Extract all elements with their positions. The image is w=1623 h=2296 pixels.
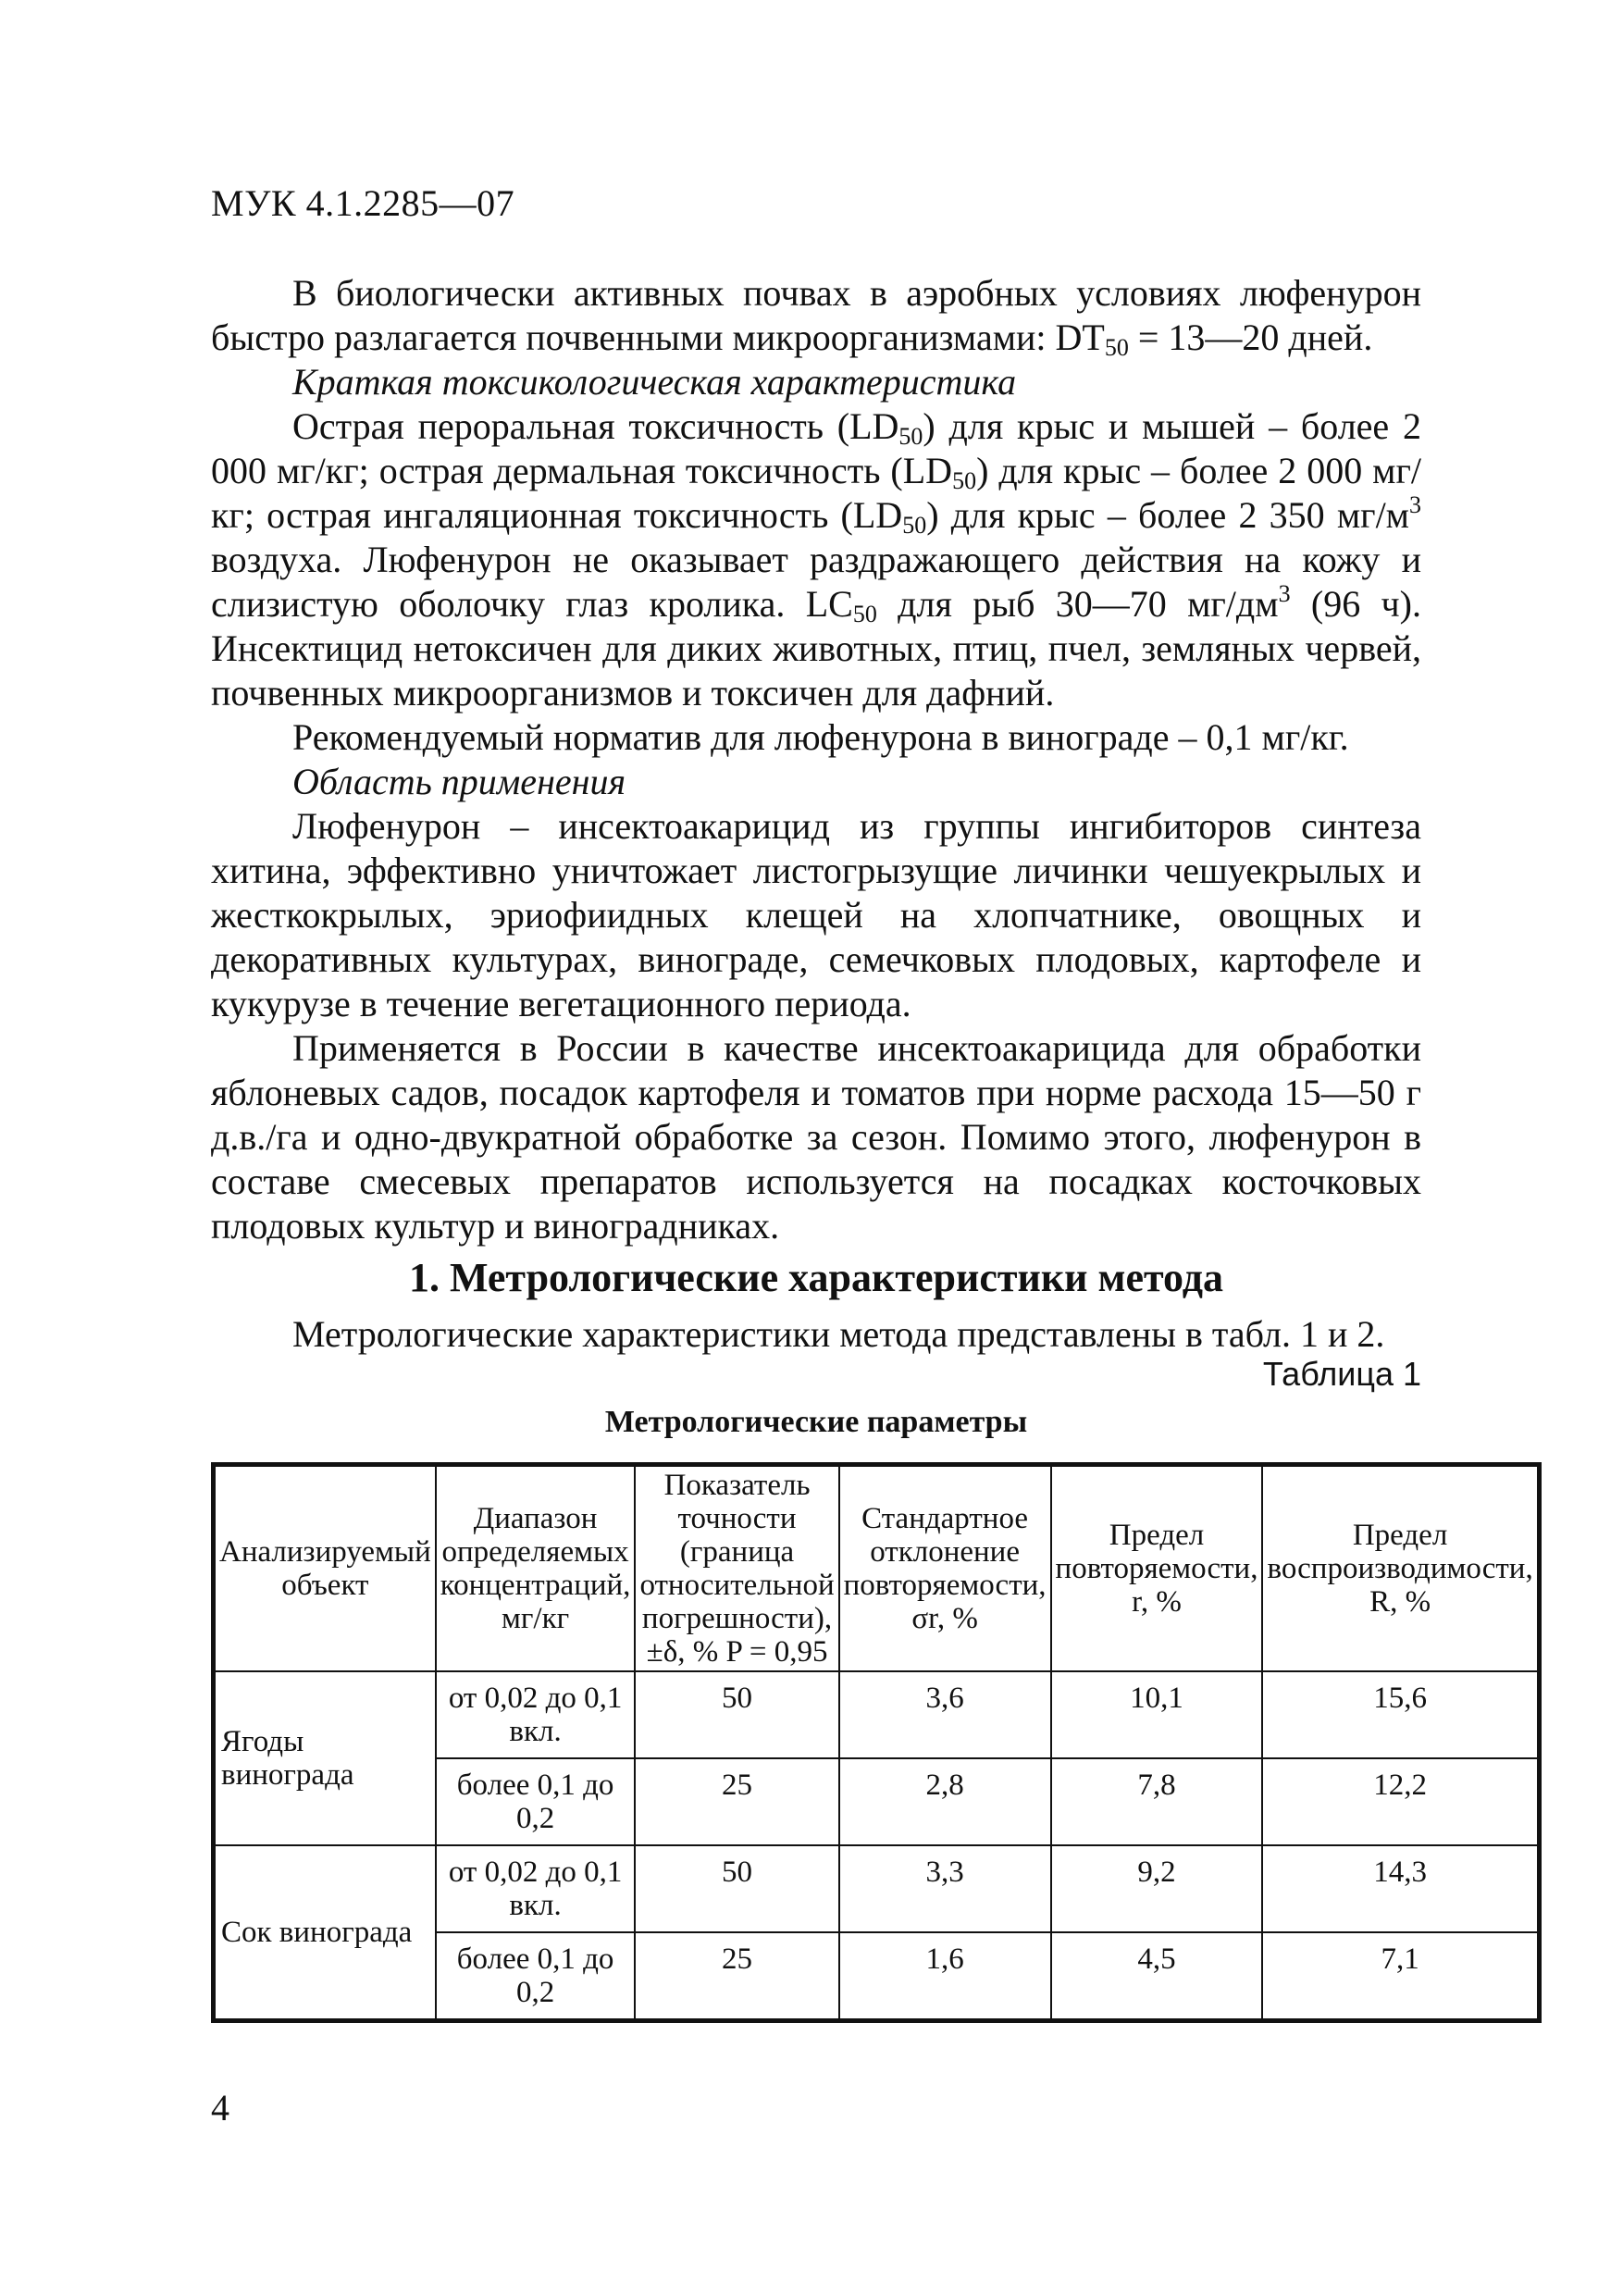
reproducibility-cell: 15,6	[1262, 1671, 1539, 1758]
reproducibility-cell: 12,2	[1262, 1758, 1539, 1845]
header-range: Диапазон определяемых концентраций, мг/кг	[436, 1465, 636, 1672]
table-caption: Метрологические параметры	[604, 1405, 1028, 1439]
std-deviation-cell: 3,3	[839, 1845, 1051, 1932]
table-header-row	[214, 1465, 1540, 1672]
accuracy-cell: 25	[635, 1932, 838, 2021]
header-repeatability-limit: Предел повторяемости, r, %	[1051, 1465, 1263, 1672]
paragraph-application: Люфенурон – инсектоакарицид из группы ингибиторов синтеза хитина, эффективно уничтожает листогрызущие личинки чешуекрылых и жесткокрылых, эриофиидных клещей на хлопчатнике, овощных и декоративных культурах, винограде, семечковых плодовых, картофеле и кукурузе в течение вегетационного периода.	[211, 805, 1421, 1024]
range-cell: от 0,02 до 0,1 вкл.	[436, 1671, 636, 1758]
object-cell: Ягоды винограда	[214, 1671, 436, 1845]
paragraph-usage-russia: Применяется в России в качестве инсектоакарицида для обработки яблоневых садов, посадок картофеля и томатов при норме расхода 15—50 г д.в./га и одно-двукратной обработке за сезон. Помимо этого, люфенурон в составе смесевых препаратов используется на посадках косточковых плодовых культур и виноградниках.	[211, 1027, 1421, 1247]
page-number: 4	[211, 2087, 229, 2128]
std-deviation-cell: 1,6	[839, 1932, 1051, 2021]
std-deviation-cell: 3,6	[839, 1671, 1051, 1758]
header-accuracy: Показатель точности (граница относительной погрешности), ±δ, % P = 0,95	[635, 1465, 838, 1672]
document-code: МУК 4.1.2285—07	[211, 182, 515, 224]
section-heading: 1. Метрологические характеристики метода	[408, 1255, 1224, 1300]
body-text	[211, 271, 1421, 1248]
metrology-table	[211, 1462, 1542, 2023]
repeatability-cell: 4,5	[1051, 1932, 1263, 2021]
header-reproducibility-limit: Предел воспроизводимости, R, %	[1262, 1465, 1539, 1672]
accuracy-cell: 50	[635, 1671, 838, 1758]
header-object: Анализируемый объект	[214, 1465, 436, 1672]
table-row	[214, 1671, 1540, 1758]
accuracy-cell: 25	[635, 1758, 838, 1845]
accuracy-cell: 50	[635, 1845, 838, 1932]
repeatability-cell: 7,8	[1051, 1758, 1263, 1845]
range-cell: более 0,1 до 0,2	[436, 1758, 636, 1845]
repeatability-cell: 9,2	[1051, 1845, 1263, 1932]
paragraph-toxicity: Острая пероральная токсичность $(LD_{50})$ для крыс и мышей – более 2 000 мг/кг; острая дермальная токсичность $(LD_{50})$ для крыс – более 2 000 мг/кг; острая ингаляционная токсичность $(LD_{50})$ для крыс – более 2 350 $мг/м^3$ воздуха. Люфенурон не оказывает раздражающего действия на кожу и слизистую оболочку глаз кролика. $LC_{50}$ для рыб 30—70 $мг/дм^3$ (96 ч). Инсектицид нетоксичен для диких животных, птиц, пчел, земляных червей, почвенных микроорганизмов и токсичен для дафний.	[211, 405, 1422, 714]
range-cell: от 0,02 до 0,1 вкл.	[436, 1845, 636, 1932]
repeatability-cell: 10,1	[1051, 1671, 1263, 1758]
subheading-application: Область применения	[292, 761, 626, 802]
section-intro: Метрологические характеристики метода представлены в табл. 1 и 2.	[292, 1313, 1385, 1355]
reproducibility-cell: 14,3	[1262, 1845, 1539, 1932]
paragraph-soil-degradation: В биологически активных почвах в аэробных условиях люфенурон быстро разлагается почвенными микроорганизмами: $DT_{50}$ = 13—20 дней.	[211, 272, 1421, 361]
reproducibility-cell: 7,1	[1262, 1932, 1539, 2021]
range-cell: более 0,1 до 0,2	[436, 1932, 636, 2021]
table-row	[214, 1845, 1540, 1932]
subheading-toxicology: Краткая токсикологическая характеристика	[292, 361, 1017, 403]
paragraph-norm: Рекомендуемый норматив для люфенурона в винограде – 0,1 мг/кг.	[292, 716, 1349, 758]
table-number: Таблица 1	[1262, 1355, 1421, 1393]
header-std-deviation: Стандартное отклонение повторяемости, σr, %	[839, 1465, 1051, 1672]
std-deviation-cell: 2,8	[839, 1758, 1051, 1845]
object-cell: Сок винограда	[214, 1845, 436, 2021]
